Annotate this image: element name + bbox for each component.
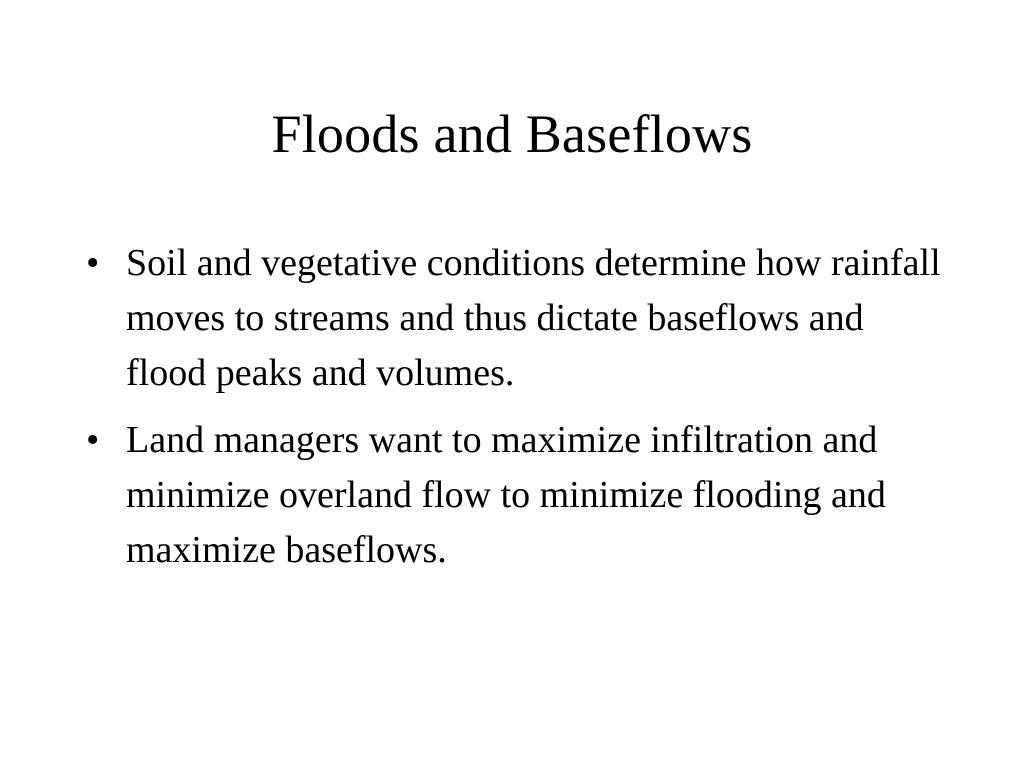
bullet-marker: • — [86, 242, 100, 284]
bullet-item — [86, 413, 946, 578]
bullet-list — [86, 236, 946, 590]
slide-title: Floods and Baseflows — [271, 104, 753, 164]
bullet-text: Land managers want to maximize infiltration and minimize overland flow to minimize flooding and maximize baseflows. — [126, 419, 886, 571]
bullet-item — [86, 236, 946, 401]
bullet-marker: • — [86, 419, 100, 461]
bullet-text: Soil and vegetative conditions determine how rainfall moves to streams and thus dictate baseflows and flood peaks and volumes. — [126, 242, 941, 394]
